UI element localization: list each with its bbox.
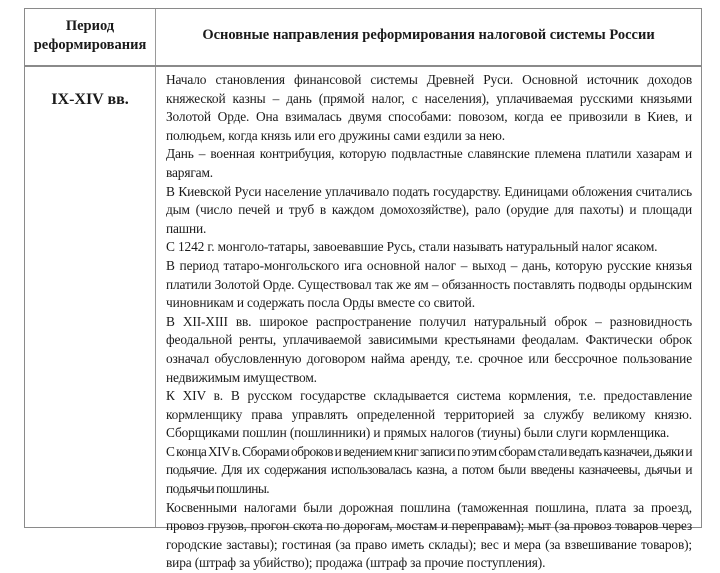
header-directions: Основные направления реформирования налоговой системы России: [202, 27, 655, 43]
paragraph: В период татаро-монгольского ига основной налог – выход – дань, которую русские князья платили Золотой Орде. Существовал так же ям – обязанность поставлять подводы ордынским чиновникам и содержать посла Орды вместе со свитой.: [166, 257, 692, 311]
paragraph: К XIV в. В русском государстве складывается система кормления, т.е. предоставление кормленщику права управлять определенной территорией за службу великому князю. Сборщиками пошлин (пошлинники) и прямых налогов (тиуны) были слуги кормленщика.: [166, 388, 692, 441]
paragraph: Начало становления финансовой системы Древней Руси. Основной источник доходов княжеской казны – дань (прямой налог, с населения), уплачиваемая русскими князьями Золотой Орде. Она взималась двумя способами: повозом, когда ее привозили в Киев, и полюдьем, когда князь или его дружины сами ездили за нею.: [166, 72, 692, 143]
paragraph: Косвенными налогами были дорожная пошлина (таможенная пошлина, плата за проезд, провоз грузов, прогон скота по дорогам, мостам и переправам); мыт (за провоз товаров через городские заставы); гостиная (за право иметь склады); вес и мера (за взвешивание товаров); вира (штраф за убийство); продажа (штраф за прочие поступления).: [166, 499, 692, 571]
header-period-line-2: реформирования: [33, 37, 147, 53]
header-period-line-1: Период: [65, 18, 115, 34]
row-period: IX-XIV вв.: [51, 91, 129, 108]
header-period: [25, 17, 155, 55]
paragraph: С 1242 г. монголо-татары, завоевавшие Русь, стали называть натуральный налог ясаком.: [166, 239, 658, 255]
paragraph: Дань – военная контрибуция, которую подвластные славянские племена платили хазарам и варягам.: [166, 146, 692, 180]
paragraph: С конца XIV в. Сборами оброков и ведением книг записи по этим сборам стали ведать казначеи, дьяки и подьячие. Для их содержания использовалась казна, а потом были введены казначеевы, дьячьи и подьячьи пошлины.: [166, 443, 692, 497]
paragraph: В XII-XIII вв. широкое распространение получил натуральный оброк – разновидность феодальной ренты, уплачиваемой зависимыми крестьянами феодалам. Фактически оброк означал обусловленную договором найма аренду, т.е. срочное или бессрочное пользование недвижимым имуществом.: [166, 313, 692, 385]
column-divider: [155, 9, 156, 527]
paragraph: В Киевской Руси население уплачивало подать государству. Единицами обложения считались дым (число печей и труб в каждом домохозяйстве), рало (орудие для пахоты) и площади пашни.: [166, 183, 692, 236]
row-content: [166, 71, 692, 573]
header-divider: [25, 65, 701, 67]
tax-reform-table: [24, 8, 702, 571]
